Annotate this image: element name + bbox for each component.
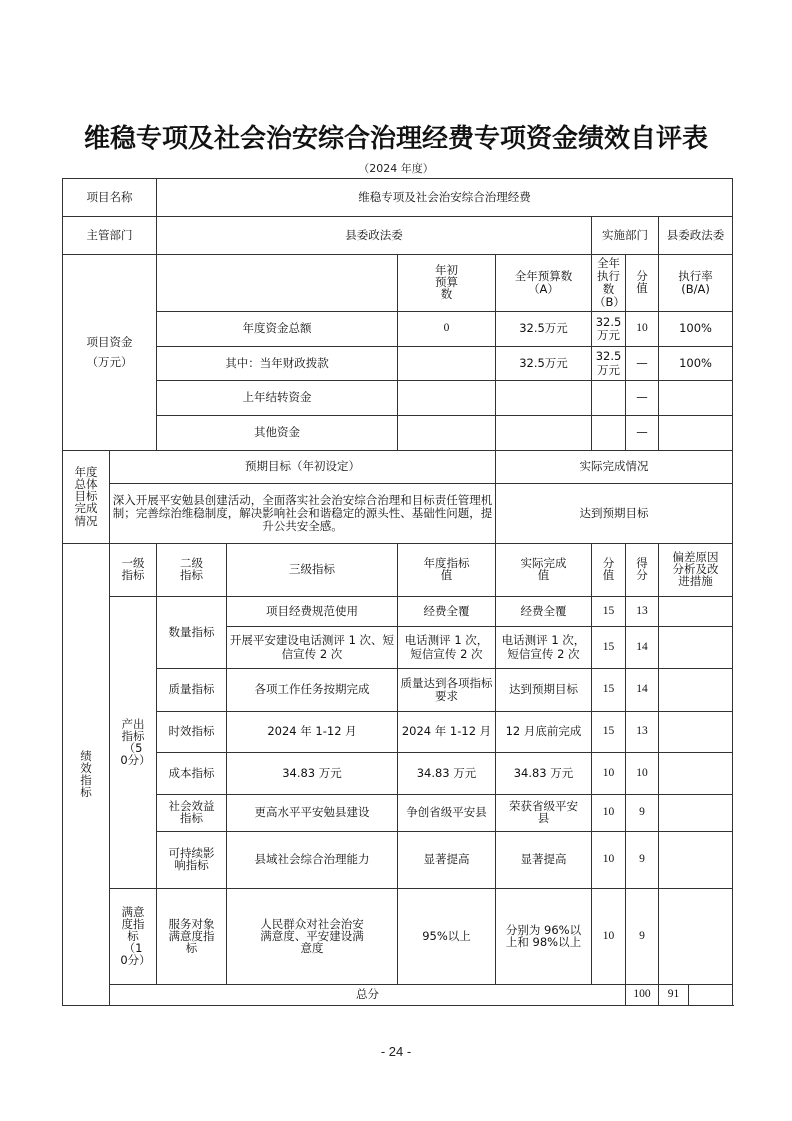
- funds-row-exec: [592, 381, 626, 416]
- header-annual-budget: [496, 255, 592, 312]
- page-number: - 24 -: [380, 1044, 412, 1059]
- deviation-cell: [659, 597, 733, 627]
- target-cell: 电话测评 1 次，短信宣传 2 次: [398, 627, 496, 669]
- score-cell: 9: [626, 795, 659, 832]
- target-cell: 显著提高: [398, 832, 496, 889]
- level3-cell: 项目经费规范使用: [227, 597, 398, 627]
- level2-cell: 时效指标: [157, 712, 227, 753]
- funds-row-weight: —: [626, 347, 659, 381]
- funds-row-rate: 100%: [659, 347, 733, 381]
- funds-row-rate: [659, 381, 733, 416]
- project-name-label: 项目名称: [63, 179, 157, 217]
- header-target: 年度指标值: [398, 544, 496, 597]
- indicator-row: [63, 753, 733, 795]
- funds-row-initial: [398, 347, 496, 381]
- page-subtitle: （2024 年度）: [358, 162, 434, 175]
- funds-label-line1: 项目资金: [86, 335, 133, 350]
- actual-completion-text: 达到预期目标: [496, 484, 733, 544]
- level2-cell: 服务对象满意度指标: [157, 889, 227, 985]
- supervising-dept-label: 主管部门: [63, 217, 157, 255]
- funds-label-line2: （万元）: [86, 354, 133, 369]
- funds-row-budget: [496, 416, 592, 451]
- target-cell: 2024 年 1-12 月: [398, 712, 496, 753]
- actual-cell: 显著提高: [496, 832, 592, 889]
- target-cell: 95%以上: [398, 889, 496, 985]
- weight-cell: 10: [592, 753, 626, 795]
- total-weight: 100: [626, 985, 659, 1006]
- funds-row-initial: 0: [398, 312, 496, 347]
- funds-row-name: 年度资金总额: [157, 312, 398, 347]
- header-actual: 实际完成值: [496, 544, 592, 597]
- total-row: [63, 985, 733, 1006]
- level3-cell: 2024 年 1-12 月: [227, 712, 398, 753]
- level3-cell: 人民群众对社会治安满意度、平安建设满意度: [227, 889, 398, 985]
- goals-label: 年度总体目标完成情况: [63, 451, 110, 544]
- indicator-row: [63, 597, 733, 627]
- header-level1: 一级指标: [110, 544, 157, 597]
- target-cell: 争创省级平安县: [398, 795, 496, 832]
- funds-row-name: 上年结转资金: [157, 381, 398, 416]
- funds-row-budget: 32.5万元: [496, 347, 592, 381]
- funds-row-budget: [496, 381, 592, 416]
- indicator-row: [63, 669, 733, 712]
- expected-goal-text: 深入开展平安勉县创建活动，全面落实社会治安综合治理和目标责任管理机制；完善综治维稳制度，解决影响社会和谐稳定的源头性、基础性问题，提升公共安全感。: [110, 484, 496, 544]
- goals-header-row: [63, 451, 733, 484]
- level3-cell: 开展平安建设电话测评 1 次、短信宣传 2 次: [227, 627, 398, 669]
- project-name-value: 维稳专项及社会治安综合治理经费: [157, 179, 733, 217]
- deviation-cell: [659, 669, 733, 712]
- level2-cell: 社会效益指标: [157, 795, 227, 832]
- funds-row-budget: 32.5万元: [496, 312, 592, 347]
- funds-label: [63, 255, 157, 451]
- indicator-row: [63, 712, 733, 753]
- funds-row-initial: [398, 381, 496, 416]
- expected-goal-header: 预期目标（年初设定）: [110, 451, 496, 484]
- indicator-row: [63, 889, 733, 985]
- level1-output: 产出指标（50分）: [110, 597, 157, 889]
- weight-cell: 15: [592, 669, 626, 712]
- header-exec-rate: [659, 255, 733, 312]
- header-initial-budget: 年初预算数: [398, 255, 496, 312]
- deviation-cell: [659, 889, 733, 985]
- target-cell: 34.83 万元: [398, 753, 496, 795]
- target-cell: 质量达到各项指标要求: [398, 669, 496, 712]
- deviation-cell: [659, 753, 733, 795]
- funds-row-weight: —: [626, 381, 659, 416]
- score-cell: 13: [626, 597, 659, 627]
- goals-content-row: [63, 484, 733, 544]
- score-cell: 10: [626, 753, 659, 795]
- funds-row-exec: [592, 416, 626, 451]
- weight-cell: 15: [592, 597, 626, 627]
- header-annual-budget-text: 全年预算数: [514, 268, 573, 283]
- weight-cell: 10: [592, 889, 626, 985]
- funds-header-row: [63, 255, 733, 312]
- actual-cell: 分别为 96%以上和 98%以上: [496, 889, 592, 985]
- header-exec-rate-sub: (B/A): [681, 282, 710, 296]
- level3-cell: 县域社会综合治理能力: [227, 832, 398, 889]
- funds-row-rate: 100%: [659, 312, 733, 347]
- level2-cell: 质量指标: [157, 669, 227, 712]
- funds-row-weight: —: [626, 416, 659, 451]
- project-name-row: [63, 179, 733, 217]
- actual-cell: 电话测评 1 次，短信宣传 2 次: [496, 627, 592, 669]
- header-score: 得分: [626, 544, 659, 597]
- funds-row: [63, 416, 733, 451]
- header-level2: 二级指标: [157, 544, 227, 597]
- header-exec-rate-text: 执行率: [678, 268, 713, 283]
- deviation-cell: [659, 832, 733, 889]
- funds-row: [63, 347, 733, 381]
- actual-cell: 达到预期目标: [496, 669, 592, 712]
- level3-cell: 34.83 万元: [227, 753, 398, 795]
- funds-header-blank: [157, 255, 398, 312]
- funds-row-rate: [659, 416, 733, 451]
- total-label: 总分: [110, 985, 626, 1006]
- funds-row-name: 其中：当年财政拨款: [157, 347, 398, 381]
- actual-cell: 荣获省级平安县: [496, 795, 592, 832]
- performance-label: 绩效指标: [63, 544, 110, 1006]
- total-score: 91: [659, 985, 689, 1006]
- score-cell: 14: [626, 627, 659, 669]
- actual-completion-header: 实际完成情况: [496, 451, 733, 484]
- header-annual-exec: [592, 255, 626, 312]
- page-title: 维稳专项及社会治安综合治理经费专项资金绩效自评表: [83, 124, 708, 154]
- actual-cell: 34.83 万元: [496, 753, 592, 795]
- weight-cell: 10: [592, 795, 626, 832]
- weight-cell: 10: [592, 832, 626, 889]
- funds-row: [63, 381, 733, 416]
- header-annual-exec-text: 全年执行数: [597, 255, 620, 296]
- score-cell: 14: [626, 669, 659, 712]
- level2-cell: 数量指标: [157, 597, 227, 669]
- level3-cell: 更高水平平安勉县建设: [227, 795, 398, 832]
- indicator-row: [63, 795, 733, 832]
- deviation-cell: [659, 795, 733, 832]
- header-level3: 三级指标: [227, 544, 398, 597]
- header-annual-exec-sub: （B）: [594, 295, 625, 310]
- deviation-cell: [659, 627, 733, 669]
- level2-cell: 可持续影响指标: [157, 832, 227, 889]
- indicator-row: [63, 832, 733, 889]
- score-cell: 9: [626, 889, 659, 985]
- level1-satisfaction: 满意度指标（10分）: [110, 889, 157, 985]
- level3-cell: 各项工作任务按期完成: [227, 669, 398, 712]
- actual-cell: 12 月底前完成: [496, 712, 592, 753]
- funds-row: [63, 312, 733, 347]
- self-evaluation-table: [62, 178, 733, 1006]
- header-weight: 分值: [592, 544, 626, 597]
- score-cell: 9: [626, 832, 659, 889]
- level2-cell: 成本指标: [157, 753, 227, 795]
- target-cell: 经费全覆: [398, 597, 496, 627]
- score-cell: 13: [626, 712, 659, 753]
- funds-row-initial: [398, 416, 496, 451]
- funds-row-weight: 10: [626, 312, 659, 347]
- actual-cell: 经费全覆: [496, 597, 592, 627]
- header-annual-budget-sub: （A）: [528, 282, 559, 296]
- funds-row-name: 其他资金: [157, 416, 398, 451]
- total-deviation: [689, 985, 733, 1006]
- weight-cell: 15: [592, 627, 626, 669]
- funds-row-exec: 32.5万元: [592, 312, 626, 347]
- department-row: [63, 217, 733, 255]
- header-deviation: 偏差原因分析及改进措施: [659, 544, 733, 597]
- deviation-cell: [659, 712, 733, 753]
- implementing-dept-label: 实施部门: [592, 217, 659, 255]
- implementing-dept-value: 县委政法委: [659, 217, 733, 255]
- supervising-dept-value: 县委政法委: [157, 217, 592, 255]
- funds-row-exec: 32.5 万元: [592, 347, 626, 381]
- performance-header-row: [63, 544, 733, 597]
- header-weight: 分值: [626, 255, 659, 312]
- weight-cell: 15: [592, 712, 626, 753]
